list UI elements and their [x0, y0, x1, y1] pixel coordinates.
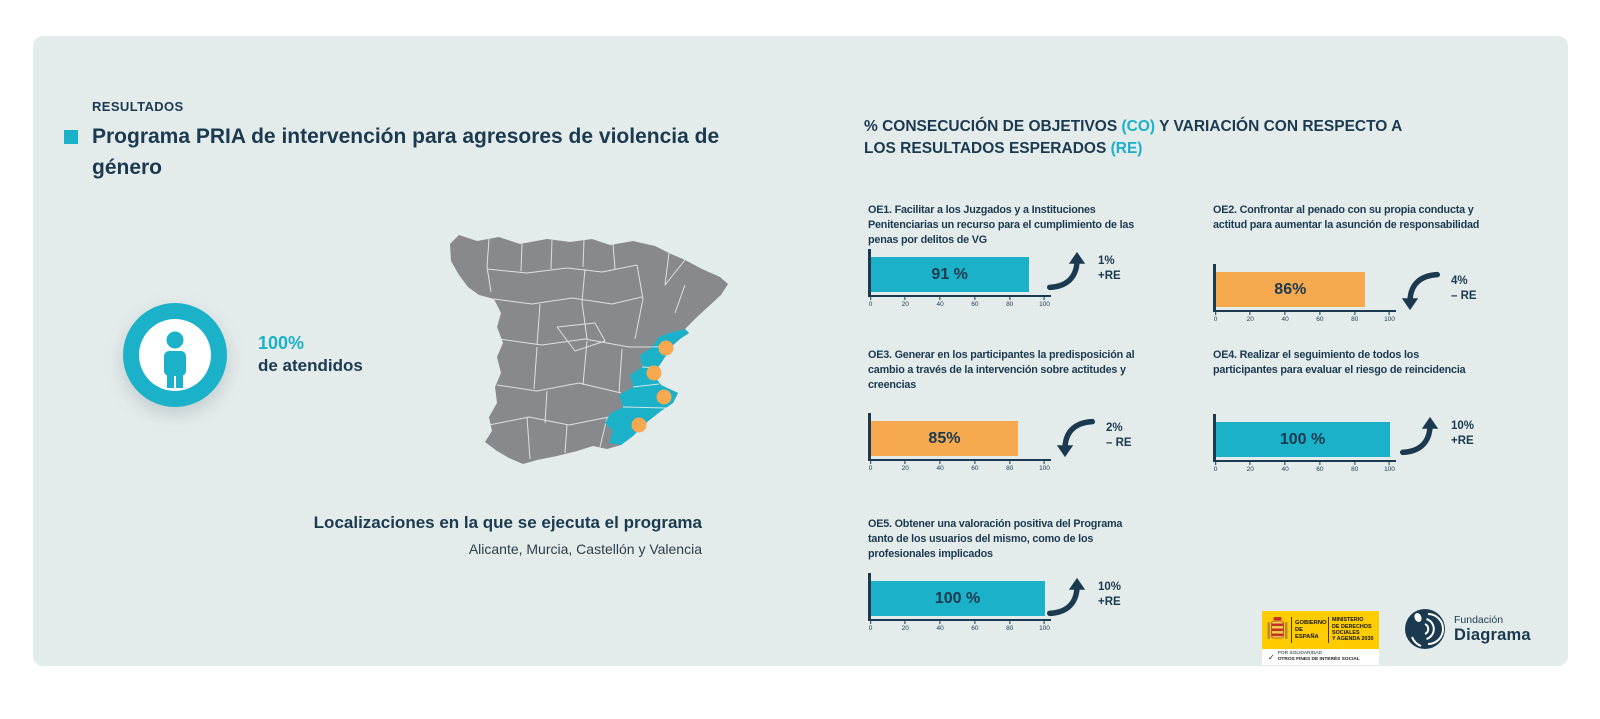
bar-oe1 — [871, 257, 1029, 292]
bar-oe3 — [871, 421, 1019, 456]
objective-text-oe4: OE4. Realizar el seguimiento de todos los participantes para evaluar el riesgo de reincidencia — [1213, 349, 1466, 376]
variation-value-oe4: 10% — [1451, 420, 1475, 432]
variation-oe5 — [1047, 576, 1121, 618]
gov-ministry-line2: DE DERECHOS SOCIALES — [1332, 623, 1372, 636]
variation-ref-oe4: +RE — [1451, 435, 1474, 447]
attended-label: de atendidos — [258, 356, 363, 375]
attended-stat — [258, 332, 363, 378]
results-heading — [864, 116, 1424, 160]
variation-value-oe3: 2% — [1106, 422, 1123, 434]
person-icon — [123, 303, 227, 407]
chart-x-ticks: 0 20 40 60 80 100 — [871, 621, 1045, 635]
chart-x-ticks: 0 20 40 60 80 100 — [1216, 462, 1390, 476]
gov-ministry-line1: MINISTERIO — [1332, 617, 1364, 624]
diagrama-name-bottom: Diagrama — [1454, 625, 1531, 644]
map-caption — [262, 512, 702, 557]
variation-ref-oe5: +RE — [1098, 596, 1121, 608]
variation-ref-oe2: – RE — [1451, 290, 1477, 302]
title-bullet-square — [64, 130, 78, 144]
diagrama-swirl-icon — [1404, 607, 1446, 651]
spain-coat-of-arms-icon — [1267, 616, 1288, 644]
map-caption-title: Localizaciones en la que se ejecuta el programa — [313, 513, 702, 532]
results-heading-re: (RE) — [1110, 140, 1143, 157]
variation-oe4 — [1400, 415, 1474, 457]
trend-down-arrow-icon — [1400, 270, 1440, 312]
trend-up-arrow-icon — [1400, 415, 1440, 457]
variation-ref-oe3: – RE — [1106, 437, 1132, 449]
gov-solidarity-line1: POR SOLIDARIDAD — [1277, 651, 1322, 657]
objective-chart-oe1 — [868, 249, 1068, 319]
government-logo — [1262, 611, 1379, 665]
bar-value-oe2: 86% — [1274, 280, 1307, 298]
chart-x-ticks: 0 20 40 60 80 100 — [871, 297, 1045, 311]
objective-chart-oe3 — [868, 413, 1068, 483]
variation-value-oe2: 4% — [1451, 275, 1468, 287]
trend-up-arrow-icon — [1047, 576, 1087, 618]
section-eyebrow: RESULTADOS — [92, 99, 184, 114]
variation-value-oe5: 10% — [1098, 581, 1122, 593]
fundacion-diagrama-logo — [1404, 607, 1531, 651]
marker-alicante — [657, 390, 672, 405]
objective-text-oe5: OE5. Obtener una valoración positiva del Programa tanto de los usuarios del mismo, como de los profesionales implicados — [868, 518, 1123, 560]
objective-text-oe2: OE2. Confrontar al penado con su propia conducta y actitud para aumentar la asunción de responsabilidad — [1213, 204, 1480, 231]
variation-value-oe1: 1% — [1098, 255, 1115, 267]
bar-value-oe4: 100 % — [1279, 430, 1326, 448]
map-caption-locations: Alicante, Murcia, Castellón y Valencia — [468, 541, 702, 557]
marker-murcia — [632, 418, 647, 433]
gov-name-line2: DE ESPAÑA — [1295, 626, 1319, 640]
objective-chart-oe5 — [868, 573, 1068, 643]
marker-castellon — [659, 341, 674, 356]
bar-oe2 — [1216, 272, 1366, 307]
attended-value: 100% — [258, 333, 305, 353]
objective-chart-oe4 — [1213, 414, 1413, 484]
page-title: Programa PRIA de intervención para agresores de violencia de género — [92, 125, 720, 179]
gov-ministry-line3: Y AGENDA 2030 — [1332, 636, 1374, 643]
bar-value-oe3: 85% — [928, 429, 961, 447]
variation-oe1 — [1047, 250, 1121, 292]
variation-oe3 — [1055, 417, 1132, 459]
bar-value-oe5: 100 % — [934, 589, 981, 607]
gov-name-line1: GOBIERNO — [1295, 619, 1327, 626]
spain-map-svg — [437, 226, 737, 468]
results-heading-co: (CO) — [1121, 118, 1156, 135]
variation-oe2 — [1400, 270, 1477, 312]
objective-chart-oe2 — [1213, 264, 1413, 334]
objective-text-oe3: OE3. Generar en los participantes la predisposición al cambio a través de la intervención sobre actitudes y creencias — [868, 349, 1135, 391]
gov-solidarity-line2: OTROS FINES DE INTERÉS SOCIAL — [1277, 657, 1360, 662]
results-heading-part2: Y VARIACIÓN CON RESPECTO A LOS RESULTADOS ESPERADOS — [864, 118, 1402, 157]
chart-x-ticks: 0 20 40 60 80 100 — [1216, 312, 1390, 326]
bar-oe5 — [871, 581, 1045, 616]
bar-value-oe1: 91 % — [931, 265, 968, 283]
bar-oe4 — [1216, 422, 1390, 457]
variation-ref-oe1: +RE — [1098, 270, 1121, 282]
trend-up-arrow-icon — [1047, 250, 1087, 292]
diagrama-name-top: Fundación — [1454, 614, 1504, 626]
marker-valencia — [647, 366, 662, 381]
trend-down-arrow-icon — [1055, 417, 1095, 459]
chart-x-ticks: 0 20 40 60 80 100 — [871, 461, 1045, 475]
results-heading-part1: % CONSECUCIÓN DE OBJETIVOS — [864, 118, 1122, 135]
spain-map — [437, 226, 737, 468]
check-icon: ✓ — [1268, 652, 1275, 662]
objective-text-oe1: OE1. Facilitar a los Juzgados y a Instituciones Penitenciarias un recurso para el cumplimiento de las penas por delitos de VG — [868, 204, 1135, 246]
